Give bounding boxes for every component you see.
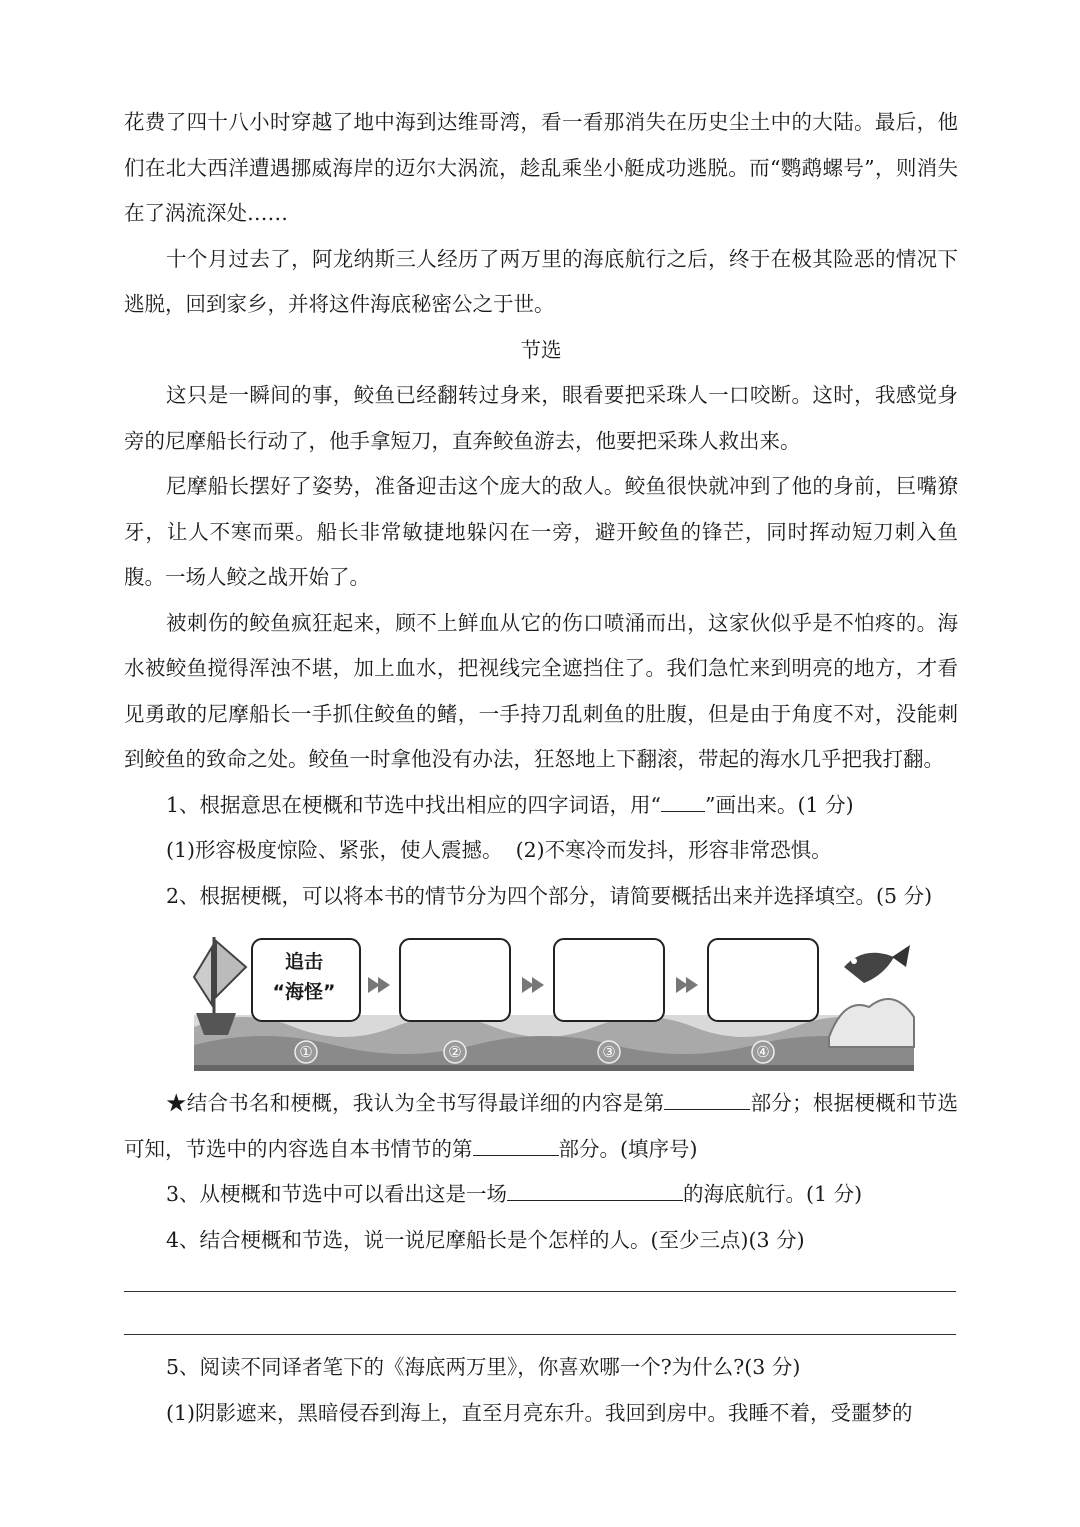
- answer-blank-detailed-part[interactable]: [664, 1087, 750, 1110]
- question-2-star-text-1: ★结合书名和梗概，我认为全书写得最详细的内容是第: [166, 1091, 665, 1115]
- question-3-text-before: 3、从梗概和节选中可以看出这是一场: [166, 1182, 508, 1206]
- question-3: [124, 1172, 958, 1218]
- question-1-text-after: ”画出来。(1 分): [705, 792, 854, 817]
- step-number-2: ②: [448, 1043, 462, 1061]
- plot-box-2[interactable]: [400, 939, 510, 1021]
- question-2-star: [124, 1081, 958, 1172]
- question-5-item-1: (1)阴影遮来，黑暗侵吞到海上，直至月亮东升。我回到房中。我睡不着，受噩梦的: [166, 1400, 913, 1425]
- fish-icon: [829, 945, 914, 1047]
- plot-box-4[interactable]: [708, 939, 818, 1021]
- step-number-1: ①: [299, 1043, 313, 1061]
- worksheet-page: [124, 100, 958, 1436]
- plot-diagram: [124, 927, 958, 1077]
- excerpt-title: 节选: [520, 337, 562, 362]
- plot-box-1-line-1: 追击: [284, 951, 323, 973]
- question-1-text-before: 1、根据意思在梗概和节选中找出相应的四字词语，用“: [166, 792, 662, 817]
- question-1-items: (1)形容极度惊险、紧张，使人震撼。 (2)不寒冷而发抖，形容非常恐惧。: [166, 838, 832, 862]
- step-number-4: ④: [756, 1043, 770, 1061]
- question-2: 2、根据梗概，可以将本书的情节分为四个部分，请简要概括出来并选择填空。(5 分): [166, 883, 933, 908]
- question-3-text-after: 的海底航行。(1 分): [683, 1182, 863, 1206]
- excerpt-paragraph-1: 这只是一瞬间的事，鲛鱼已经翻转过身来，眼看要把采珠人一口咬断。这时，我感觉身旁的尼摩船长行动了，他手拿短刀，直奔鲛鱼游去，他要把采珠人救出来。: [124, 383, 958, 453]
- plot-box-1-line-2: “海怪”: [272, 981, 336, 1003]
- excerpt-paragraph-3: 被刺伤的鲛鱼疯狂起来，顾不上鲜血从它的伤口喷涌而出，这家伙似乎是不怕疼的。海水被鲛鱼搅得浑浊不堪，加上血水，把视线完全遮挡住了。我们急忙来到明亮的地方，才看见勇敢的尼摩船长一手抓住鲛鱼的鳍，一手持刀乱刺鱼的肚腹，但是由于角度不对，没能刺到鲛鱼的致命之处。鲛鱼一时拿他没有办法，狂怒地上下翻滚，带起的海水几乎把我打翻。: [124, 610, 958, 771]
- answer-blank-excerpt-part[interactable]: [473, 1133, 559, 1156]
- question-1-underline-sample: [661, 789, 705, 812]
- question-2-star-text-2: 部分；根据梗概和节选可知，节选中的内容选自本书情节的第: [124, 1091, 959, 1161]
- question-1: [124, 783, 958, 829]
- excerpt-paragraph-2: 尼摩船长摆好了姿势，准备迎击这个庞大的敌人。鲛鱼很快就冲到了他的身前，巨嘴獠牙，让人不寒而栗。船长非常敏捷地躲闪在一旁，避开鲛鱼的锋芒，同时挥动短刀刺入鱼腹。一场人鲛之战开始了。: [124, 474, 958, 589]
- plot-box-1-label: [252, 947, 356, 1007]
- passage-paragraph-2: 十个月过去了，阿龙纳斯三人经历了两万里的海底航行之后，终于在极其险恶的情况下逃脱，回到家乡，并将这件海底秘密公之于世。: [124, 246, 958, 316]
- step-number-3: ③: [602, 1043, 616, 1061]
- plot-box-3[interactable]: [554, 939, 664, 1021]
- answer-blank-voyage[interactable]: [507, 1178, 683, 1201]
- plot-diagram-art: [124, 927, 958, 1077]
- question-4: 4、结合梗概和节选，说一说尼摩船长是个怎样的人。(至少三点)(3 分): [166, 1227, 805, 1252]
- question-2-star-text-3: 部分。(填序号): [558, 1136, 698, 1161]
- question-5: 5、阅读不同译者笔下的《海底两万里》，你喜欢哪一个?为什么?(3 分): [166, 1355, 801, 1379]
- passage-paragraph-1: 花费了四十八小时穿越了地中海到达维哥湾，看一看那消失在历史尘土中的大陆。最后，他们在北大西洋遭遇挪威海岸的迈尔大涡流，趁乱乘坐小艇成功逃脱。而“鹦鹉螺号”，则消失在了涡流深处……: [124, 110, 958, 225]
